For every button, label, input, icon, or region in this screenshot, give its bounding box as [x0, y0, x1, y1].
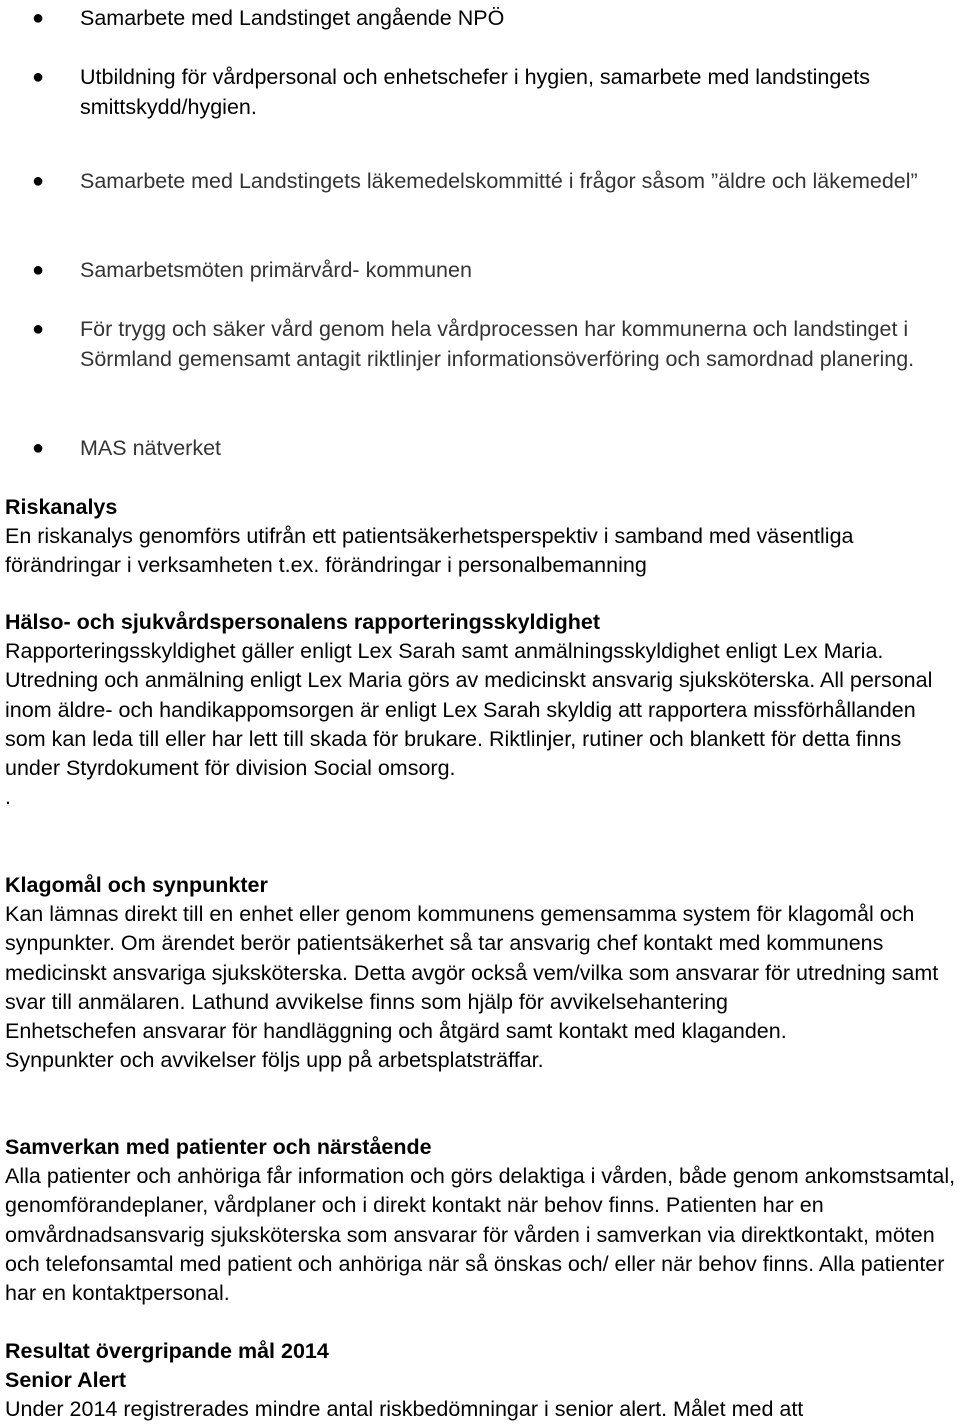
section-body: En riskanalys genomförs utifrån ett patientsäkerhetsperspektiv i samband med väsentliga förändringar i verksamheten t.ex. förändringar i personalbemanning	[5, 524, 854, 578]
section-heading: Riskanalys	[5, 495, 118, 519]
list-item-text: Samarbetsmöten primärvård- kommunen	[80, 258, 472, 282]
section-klagomal	[5, 871, 960, 1075]
section-body: Rapporteringsskyldighet gäller enligt Lex Sarah samt anmälningsskyldighet enligt Lex Maria. Utredning och anmälning enligt Lex Maria görs av medicinskt ansvarig sjuksköterska. All personal inom äldre- och handikappomsorgen är enligt Lex Sarah skyldig att rapportera missförhållanden som kan leda till eller har lett till skada för brukare. Riktlinjer, rutiner och blankett för detta finns under Styrdokument för division Social omsorg.	[5, 639, 933, 781]
section-body: Synpunkter och avvikelser följs upp på arbetsplatsträffar.	[5, 1048, 544, 1073]
section-rapporteringsskyldighet	[5, 608, 960, 812]
list-item-text: MAS nätverket	[80, 436, 221, 460]
trailing-dot: .	[5, 785, 11, 810]
bullet-icon: ●	[32, 259, 45, 281]
bullet-icon: ●	[32, 170, 45, 192]
section-resultat	[5, 1337, 960, 1425]
section-body: Kan lämnas direkt till en enhet eller genom kommunens gemensamma system för klagomål och synpunkter. Om ärendet berör patientsäkerhet så tar ansvarig chef kontakt med kommunens medicinskt ansvariga sjuksköterska. Detta avgör också vem/vilka som ansvarar för utredning samt svar till anmälaren. Lathund avvikelse finns som hjälp för avvikelsehantering	[5, 902, 939, 1014]
bullet-icon: ●	[32, 7, 45, 29]
section-heading: Samverkan med patienter och närstående	[5, 1135, 432, 1159]
bullet-icon: ●	[32, 437, 45, 459]
list-item-text: Utbildning för vårdpersonal och enhetschefer i hygien, samarbete med landstingets smittskydd/hygien.	[80, 65, 870, 119]
section-body: Alla patienter och anhöriga får information och görs delaktiga i vården, både genom ankomstsamtal, genomförandeplaner, vårdplaner och i direkt kontakt när behov finns. Patienten har en omvårdnadsansvarig sjuksköterska som ansvarar för vården i samverkan via direktkontakt, möten och telefonsamtal med patient och anhöriga när så önskas och/ eller när behov finns. Alla patienter har en kontaktpersonal.	[5, 1164, 956, 1306]
section-body: Enhetschefen ansvarar för handläggning och åtgärd samt kontakt med klaganden.	[5, 1019, 787, 1044]
section-riskanalys	[5, 493, 960, 581]
list-item-text: Samarbete med Landstingets läkemedelskommitté i frågor såsom ”äldre och läkemedel”	[80, 169, 918, 193]
list-item-text: För trygg och säker vård genom hela vårdprocessen har kommunerna och landstinget i Sörmland gemensamt antagit riktlinjer informationsöverföring och samordnad planering.	[80, 317, 915, 371]
section-subheading: Senior Alert	[5, 1368, 127, 1393]
section-body: Under 2014 registrerades mindre antal riskbedömningar i senior alert. Målet med att	[5, 1397, 804, 1422]
section-samverkan	[5, 1133, 960, 1308]
section-heading: Hälso- och sjukvårdspersonalens rapporteringsskyldighet	[5, 610, 601, 634]
bullet-icon: ●	[32, 66, 45, 88]
section-heading: Resultat övergripande mål 2014	[5, 1339, 329, 1363]
section-heading: Klagomål och synpunkter	[5, 873, 268, 897]
list-item-text: Samarbete med Landstinget angående NPÖ	[80, 6, 505, 30]
bullet-icon: ●	[32, 318, 45, 340]
